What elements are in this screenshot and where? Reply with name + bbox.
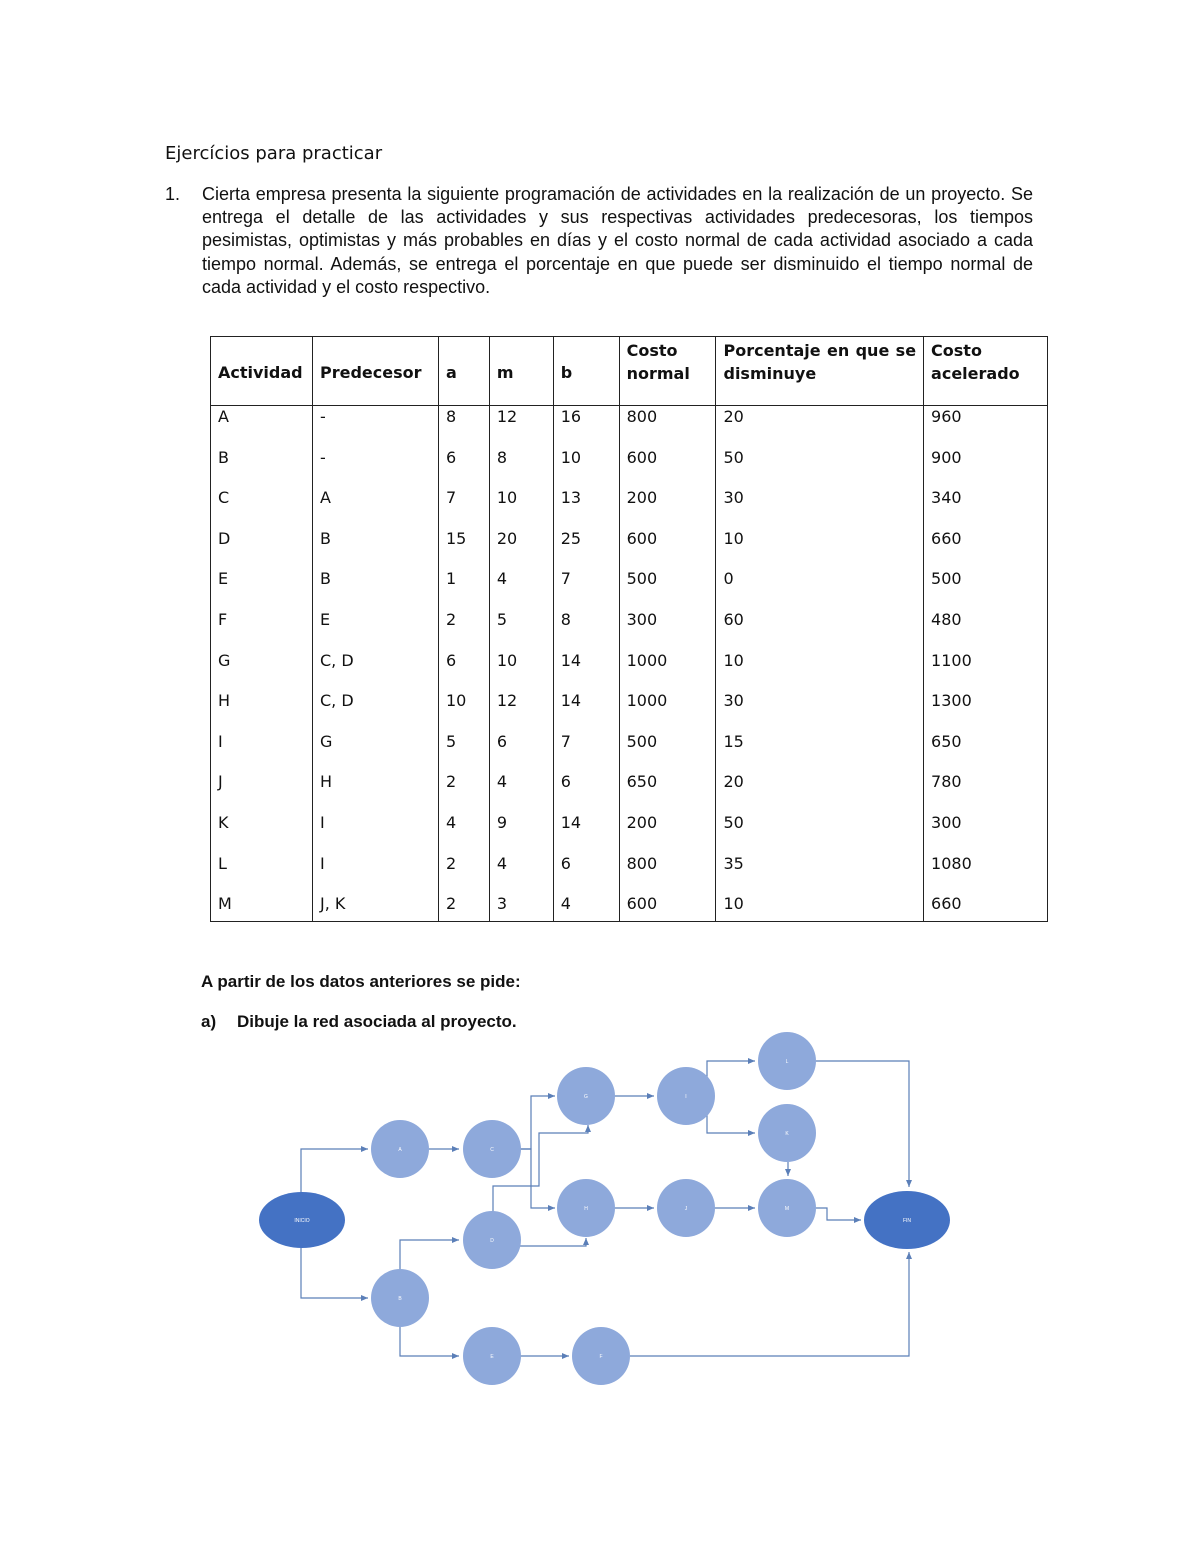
cell-actividad: A (211, 406, 313, 447)
network-nodes (259, 1032, 950, 1385)
question-a-text: Dibuje la red asociada al proyecto. (237, 1012, 517, 1031)
cell-predecesor: B (312, 528, 438, 569)
cell-costo-normal: 650 (619, 771, 716, 812)
cell-costo-normal: 1000 (619, 690, 716, 731)
cell-m: 10 (489, 650, 553, 691)
cell-costo-normal: 800 (619, 406, 716, 447)
cell-costo-acelerado: 650 (924, 731, 1048, 772)
node-f-label: F (599, 1354, 603, 1360)
cell-m: 4 (489, 771, 553, 812)
cell-costo-acelerado: 960 (924, 406, 1048, 447)
cell-m: 9 (489, 812, 553, 853)
cell-predecesor: H (312, 771, 438, 812)
cell-a: 6 (438, 650, 489, 691)
cell-costo-acelerado: 1080 (924, 853, 1048, 894)
cell-b: 25 (553, 528, 619, 569)
edge-c-g (520, 1096, 555, 1149)
cell-costo-acelerado: 900 (924, 447, 1048, 488)
page-heading: Ejercícios para practicar (165, 143, 383, 164)
cell-costo-acelerado: 660 (924, 893, 1048, 922)
cell-a: 10 (438, 690, 489, 731)
cell-b: 13 (553, 487, 619, 528)
cell-a: 4 (438, 812, 489, 853)
header-a: a (438, 337, 489, 406)
cell-b: 4 (553, 893, 619, 922)
cell-a: 7 (438, 487, 489, 528)
cell-actividad: M (211, 893, 313, 922)
cell-porcentaje: 10 (716, 893, 924, 922)
cell-porcentaje: 15 (716, 731, 924, 772)
cell-a: 2 (438, 893, 489, 922)
node-j-label: J (684, 1206, 688, 1212)
node-k-label: K (785, 1131, 789, 1137)
cell-costo-acelerado: 780 (924, 771, 1048, 812)
edge-l-fin (816, 1061, 909, 1187)
cell-porcentaje: 20 (716, 771, 924, 812)
cell-costo-acelerado: 480 (924, 609, 1048, 650)
cell-actividad: C (211, 487, 313, 528)
node-a-label: A (398, 1147, 402, 1153)
cell-m: 6 (489, 731, 553, 772)
node-d-label: D (490, 1238, 494, 1244)
cell-predecesor: C, D (312, 690, 438, 731)
node-b-label: B (398, 1296, 402, 1302)
cell-costo-normal: 200 (619, 487, 716, 528)
header-actividad: Actividad (211, 337, 313, 406)
cell-actividad: H (211, 690, 313, 731)
node-fin-label: FIN (902, 1218, 912, 1224)
cell-porcentaje: 30 (716, 690, 924, 731)
cell-predecesor: A (312, 487, 438, 528)
edge-b-e (400, 1327, 459, 1356)
cell-costo-acelerado: 500 (924, 568, 1048, 609)
cell-costo-normal: 600 (619, 893, 716, 922)
node-g-label: G (584, 1094, 588, 1100)
edge-m-fin (816, 1208, 861, 1220)
header-predecesor: Predecesor (312, 337, 438, 406)
cell-m: 4 (489, 568, 553, 609)
cell-a: 8 (438, 406, 489, 447)
cell-a: 2 (438, 853, 489, 894)
cell-predecesor: E (312, 609, 438, 650)
cell-costo-normal: 500 (619, 568, 716, 609)
node-m-label: M (784, 1206, 790, 1212)
header-costo-acelerado: Costo acelerado (924, 337, 1048, 406)
cell-predecesor: C, D (312, 650, 438, 691)
cell-costo-acelerado: 1100 (924, 650, 1048, 691)
cell-costo-normal: 200 (619, 812, 716, 853)
header-m: m (489, 337, 553, 406)
cell-m: 3 (489, 893, 553, 922)
cell-costo-normal: 600 (619, 528, 716, 569)
cell-porcentaje: 10 (716, 650, 924, 691)
cell-porcentaje: 50 (716, 812, 924, 853)
node-i-label: I (685, 1094, 687, 1100)
question-a-label: a) (201, 1012, 217, 1031)
cell-a: 2 (438, 771, 489, 812)
cell-actividad: K (211, 812, 313, 853)
node-l-label: L (785, 1059, 789, 1065)
cell-a: 2 (438, 609, 489, 650)
cell-a: 15 (438, 528, 489, 569)
cell-b: 7 (553, 731, 619, 772)
cell-b: 6 (553, 853, 619, 894)
cell-actividad: J (211, 771, 313, 812)
cell-costo-acelerado: 340 (924, 487, 1048, 528)
cell-porcentaje: 10 (716, 528, 924, 569)
cell-costo-normal: 600 (619, 447, 716, 488)
cell-costo-acelerado: 1300 (924, 690, 1048, 731)
cell-a: 1 (438, 568, 489, 609)
cell-a: 5 (438, 731, 489, 772)
cell-predecesor: I (312, 812, 438, 853)
cell-costo-acelerado: 660 (924, 528, 1048, 569)
cell-b: 10 (553, 447, 619, 488)
header-b: b (553, 337, 619, 406)
cell-m: 20 (489, 528, 553, 569)
cell-actividad: E (211, 568, 313, 609)
cell-actividad: L (211, 853, 313, 894)
cell-porcentaje: 30 (716, 487, 924, 528)
cell-costo-normal: 1000 (619, 650, 716, 691)
cell-b: 14 (553, 650, 619, 691)
header-costo-normal: Costo normal (619, 337, 716, 406)
cell-actividad: G (211, 650, 313, 691)
edge-b-d (400, 1240, 459, 1270)
cell-predecesor: - (312, 447, 438, 488)
node-e-label: E (490, 1354, 494, 1360)
cell-porcentaje: 60 (716, 609, 924, 650)
cell-predecesor: I (312, 853, 438, 894)
cell-actividad: D (211, 528, 313, 569)
cell-m: 8 (489, 447, 553, 488)
questions-intro: A partir de los datos anteriores se pide: (201, 972, 521, 991)
cell-porcentaje: 20 (716, 406, 924, 447)
cell-costo-normal: 800 (619, 853, 716, 894)
cell-costo-acelerado: 300 (924, 812, 1048, 853)
cell-actividad: I (211, 731, 313, 772)
cell-predecesor: G (312, 731, 438, 772)
node-c-label: C (490, 1147, 494, 1153)
cell-m: 10 (489, 487, 553, 528)
edge-f-fin (630, 1252, 909, 1356)
cell-b: 16 (553, 406, 619, 447)
cell-predecesor: - (312, 406, 438, 447)
cell-b: 14 (553, 812, 619, 853)
cell-predecesor: J, K (312, 893, 438, 922)
cell-porcentaje: 50 (716, 447, 924, 488)
cell-b: 7 (553, 568, 619, 609)
cell-b: 8 (553, 609, 619, 650)
cell-m: 12 (489, 406, 553, 447)
cell-b: 6 (553, 771, 619, 812)
edge-d-h (520, 1238, 586, 1246)
cell-costo-normal: 300 (619, 609, 716, 650)
node-h-label: H (584, 1206, 588, 1212)
cell-actividad: B (211, 447, 313, 488)
header-porcentaje-text: Porcentaje en que se disminuye (723, 341, 917, 383)
cell-m: 4 (489, 853, 553, 894)
exercise-text: Cierta empresa presenta la siguiente programación de actividades en la realización de un proyecto. Se entrega el detalle de las actividades y sus respectivas actividades predecesoras, los tiempos pesimistas, optimistas y más probables en días y el costo normal de cada actividad asociado a cada tiempo normal. Además, se entrega el porcentaje en que puede ser disminuido el tiempo normal de cada actividad y el costo respectivo. (202, 184, 1033, 297)
edge-c-h (520, 1149, 555, 1208)
cell-a: 6 (438, 447, 489, 488)
cell-m: 12 (489, 690, 553, 731)
cell-b: 14 (553, 690, 619, 731)
cell-predecesor: B (312, 568, 438, 609)
cell-m: 5 (489, 609, 553, 650)
cell-costo-normal: 500 (619, 731, 716, 772)
cell-actividad: F (211, 609, 313, 650)
exercise-number: 1. (165, 184, 181, 204)
cell-porcentaje: 35 (716, 853, 924, 894)
node-inicio-label: INICIO (294, 1218, 310, 1224)
cell-porcentaje: 0 (716, 568, 924, 609)
